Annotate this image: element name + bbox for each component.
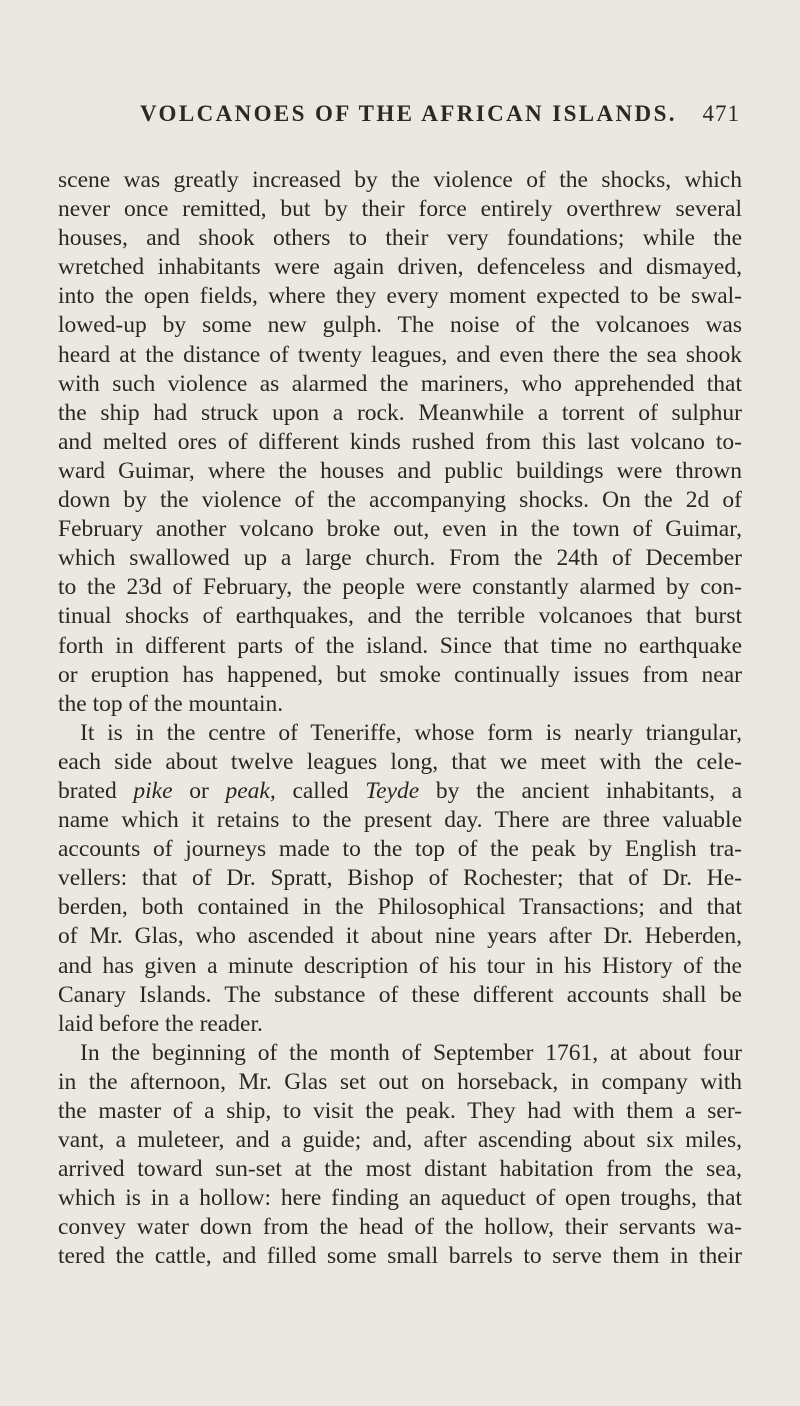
italic-term: Teyde [365,777,420,804]
paragraph-end-line: laid before the reader. [58,1010,263,1037]
text-line: Canary Islands. The substance of these different accounts shall be [58,981,742,1008]
paragraph-start-line: It is in the centre of Teneriffe, whose form is nearly triangular, [80,719,742,746]
text-line: which swallowed up a large church. From the 24th of December [58,545,742,572]
text-line: lowed-up by some new gulph. The noise of the volcanoes was [58,312,742,339]
text-line: of Mr. Glas, who ascended it about nine years after Dr. Heberden, [58,923,742,950]
text-line: never once remitted, but by their force entirely overthrew several [58,196,742,223]
text-line: berden, both contained in the Philosophical Transactions; and that [58,894,742,921]
text-line: ward Guimar, where the houses and public buildings were thrown [58,457,742,484]
text-line: which is in a hollow: here finding an aqueduct of open troughs, that [58,1185,742,1212]
text-line: into the open fields, where they every moment expected to be swal- [58,283,742,310]
text-line: the ship had struck upon a rock. Meanwhile a torrent of sulphur [58,399,742,426]
text-line: wretched inhabitants were again driven, defenceless and dismayed, [58,254,742,281]
text-line: tinual shocks of earthquakes, and the terrible volcanoes that burst [58,603,742,630]
text-line: and melted ores of different kinds rushed from this last volcano to- [58,428,742,455]
text-line: accounts of journeys made to the top of the peak by English tra- [58,836,742,863]
chapter-title: VOLCANOES OF THE AFRICAN ISLANDS. [140,101,677,126]
text-line: vellers: that of Dr. Spratt, Bishop of Rochester; that of Dr. He- [58,865,742,892]
text-line: vant, a muleteer, and a guide; and, after ascending about six miles, [58,1127,742,1154]
body-text [58,166,742,1272]
text-line: tered the cattle, and filled some small barrels to serve them in their [58,1243,742,1270]
text-segment: or [189,777,209,804]
text-segment: brated [58,777,117,804]
page-number: 471 [702,101,740,126]
text-line: name which it retains to the present day. There are three valuable [58,807,742,834]
text-segment: by the ancient inhabitants, a [435,777,743,804]
italic-term: peak, [225,777,276,804]
paragraph-start-line: In the beginning of the month of September 1761, at about four [80,1039,742,1066]
text-line: down by the violence of the accompanying shocks. On the 2d of [58,487,742,514]
text-line: in the afternoon, Mr. Glas set out on horseback, in company with [58,1068,742,1095]
text-line: February another volcano broke out, even in the town of Guimar, [58,516,742,543]
italic-term: pike [133,777,173,804]
text-line-with-italics [58,777,742,806]
text-line: houses, and shook others to their very foundations; while the [58,225,742,252]
text-segment: called [292,777,349,804]
paragraph-end-line: the top of the mountain. [58,690,284,717]
text-line: forth in different parts of the island. Since that time no earthquake [58,632,742,659]
running-head [140,101,740,127]
text-line: each side about twelve leagues long, that we meet with the cele- [58,748,742,775]
text-line: convey water down from the head of the hollow, their servants wa- [58,1214,742,1241]
text-line: with such violence as alarmed the mariners, who apprehended that [58,370,742,397]
text-line: and has given a minute description of his tour in his History of the [58,952,742,979]
text-line: or eruption has happened, but smoke continually issues from near [58,661,742,688]
text-line: the master of a ship, to visit the peak. They had with them a ser- [58,1098,742,1124]
text-line: scene was greatly increased by the violence of the shocks, which [58,167,742,193]
text-line: heard at the distance of twenty leagues, and even there the sea shook [58,341,742,368]
text-line: to the 23d of February, the people were constantly alarmed by con- [58,574,742,601]
text-line: arrived toward sun-set at the most distant habitation from the sea, [58,1156,742,1183]
